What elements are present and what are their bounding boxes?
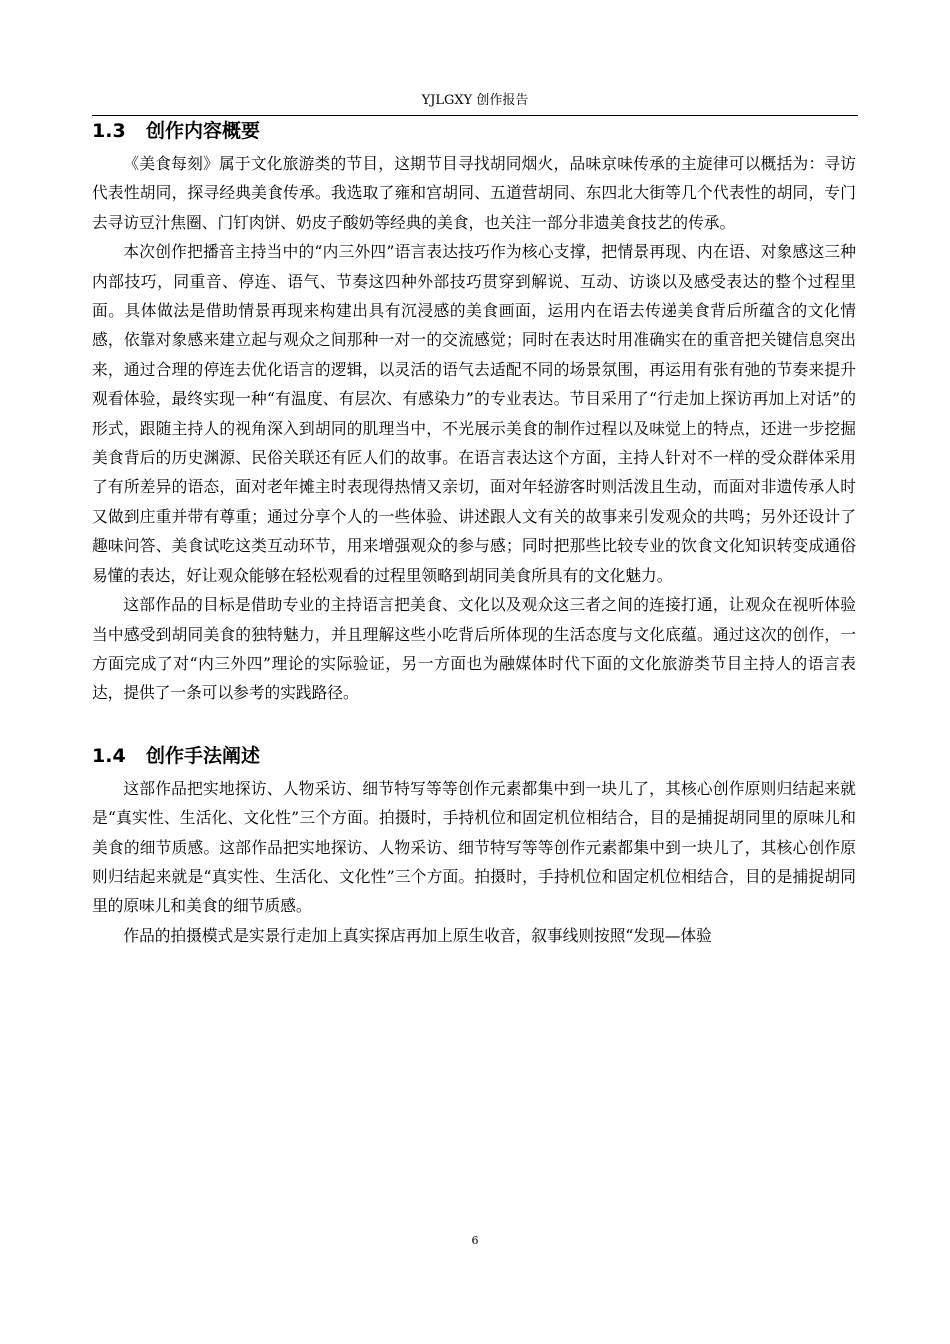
paragraph: 本次创作把播音主持当中的“内三外四”语言表达技巧作为核心支撑，把情景再现、内在语、对象感这三种内部技巧，同重音、停连、语气、节奏这四种外部技巧贯穿到解说、互动、访谈以及感受表达的整个过程里面。具体做法是借助情景再现来构建出具有沉浸感的美食画面，运用内在语去传递美食背后所蕴含的文化情感，依靠对象感来建立起与观众之间那种一对一的交流感觉；同时在表达时用准确实在的重音把关键信息突出来，通过合理的停连去优化语言的逻辑，以灵活的语气去适配不同的场景氛围，再运用有张有弛的节奏来提升观看体验，最终实现一种“有温度、有层次、有感染力”的专业表达。节目采用了“行走加上探访再加上对话”的形式，跟随主持人的视角深入到胡同的肌理当中，不光展示美食的制作过程以及味觉上的特点，还进一步挖掘美食背后的历史渊源、民俗关联还有匠人们的故事。在语言表达这个方面，主持人针对不一样的受众群体采用了有所差异的语态，面对老年摊主时表现得热情又亲切，面对年轻游客时则活泼且生动，而面对非遗传承人时又做到庄重并带有尊重；通过分享个人的一些体验、讲述跟人文有关的故事来引发观众的共鸣；另外还设计了趣味问答、美食试吃这类互动环节，用来增强观众的参与感；同时把那些比较专业的饮食文化知识转变成通俗易懂的表达，好让观众能够在轻松观看的过程里领略到胡同美食所具有的文化魅力。 — [92, 242, 856, 585]
section-heading-1-4 — [92, 738, 856, 774]
paragraph: 这部作品的目标是借助专业的主持语言把美食、文化以及观众这三者之间的连接打通，让观众在视听体验当中感受到胡同美食的独特魅力，并且理解这些小吃背后所体现的生活态度与文化底蕴。通过这次的创作，一方面完成了对“内三外四”理论的实际验证，另一方面也为融媒体时代下面的文化旅游类节目主持人的语言表达，提供了一条可以参考的实践路径。 — [92, 595, 856, 703]
section-title: 创作手法阐述 — [146, 744, 261, 767]
page-body — [92, 113, 856, 950]
section-spacer — [92, 708, 856, 738]
running-header: YJLGXY 创作报告 — [92, 90, 858, 116]
page-number: 6 — [471, 1234, 479, 1247]
section-heading-1-3 — [92, 113, 856, 149]
section-number: 1.3 — [92, 120, 126, 142]
paragraph: 作品的拍摄模式是实景行走加上真实探店再加上原生收音，叙事线则按照“发现—体验 — [123, 925, 712, 945]
paragraph: 这部作品把实地探访、人物采访、细节特写等等创作元素都集中到一块儿了，其核心创作原则归结起来就是“真实性、生活化、文化性”三个方面。拍摄时，手持机位和固定机位相结合，目的是捕捉胡同里的原味儿和美食的细节质感。这部作品把实地探访、人物采访、细节特写等等创作元素都集中到一块儿了，其核心创作原则归结起来就是“真实性、生活化、文化性”三个方面。拍摄时，手持机位和固定机位相结合，目的是捕捉胡同里的原味儿和美食的细节质感。 — [92, 778, 856, 916]
section-title: 创作内容概要 — [146, 120, 261, 142]
paragraph: 《美食每刻》属于文化旅游类的节目，这期节目寻找胡同烟火，品味京味传承的主旋律可以概括为：寻访代表性胡同，探寻经典美食传承。我选取了雍和宫胡同、五道营胡同、东四北大街等几个代表性的胡同，专门去寻访豆汁焦圈、门钉肉饼、奶皮子酸奶等经典的美食，也关注一部分非遗美食技艺的传承。 — [92, 154, 856, 232]
section-number: 1.4 — [92, 744, 126, 767]
